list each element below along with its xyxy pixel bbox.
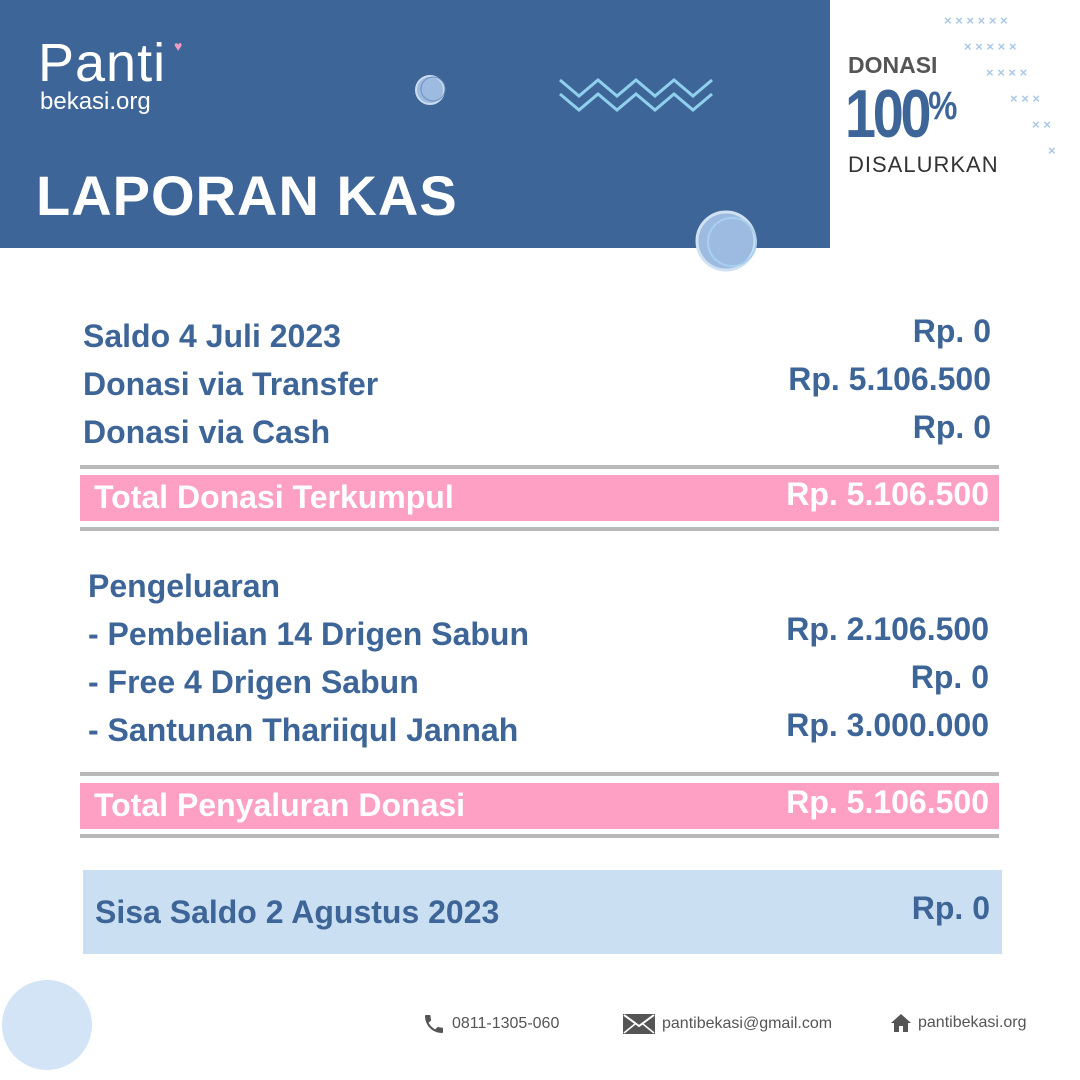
row-value: Rp. 0 bbox=[912, 313, 991, 349]
circle-decoration bbox=[2, 980, 92, 1070]
row-label: - Santunan Thariiqul Jannah bbox=[88, 712, 519, 748]
row-label: Donasi via Cash bbox=[83, 414, 331, 450]
bubble-decoration-large bbox=[692, 208, 764, 274]
income-row bbox=[83, 361, 991, 414]
divider bbox=[80, 465, 999, 469]
expenses-heading: Pengeluaran bbox=[88, 568, 281, 604]
total-income-value: Rp. 5.106.500 bbox=[786, 476, 989, 512]
phone-icon bbox=[422, 1012, 446, 1036]
row-label: Saldo 4 Juli 2023 bbox=[83, 318, 341, 354]
badge-label-top: DONASI bbox=[848, 52, 938, 78]
phone-text: 0811-1305-060 bbox=[452, 1015, 560, 1033]
total-expense-bar bbox=[80, 783, 999, 829]
expenses-heading-row bbox=[88, 568, 989, 616]
logo-text: Panti bbox=[38, 33, 167, 93]
bubble-decoration bbox=[414, 74, 450, 106]
row-value: Rp. 0 bbox=[910, 659, 989, 695]
expense-row bbox=[88, 659, 989, 712]
balance-box bbox=[83, 870, 1002, 954]
row-label: Donasi via Transfer bbox=[83, 366, 379, 402]
cross-pattern-decoration: × × × × × × × × × × × × × × × × × × × × × bbox=[944, 13, 1056, 158]
website-text: pantibekasi.org bbox=[918, 1014, 1027, 1032]
logo-domain: bekasi.org bbox=[40, 88, 151, 115]
total-expense-value: Rp. 5.106.500 bbox=[786, 784, 989, 820]
contact-website bbox=[890, 1012, 1027, 1034]
divider bbox=[80, 772, 999, 776]
email-text: pantibekasi@gmail.com bbox=[662, 1015, 833, 1033]
row-value: Rp. 2.106.500 bbox=[786, 611, 989, 647]
divider bbox=[80, 527, 999, 531]
mail-icon bbox=[622, 1012, 656, 1036]
balance-label: Sisa Saldo 2 Agustus 2023 bbox=[95, 894, 500, 930]
balance-value: Rp. 0 bbox=[911, 890, 990, 926]
expense-row bbox=[88, 611, 989, 664]
heart-icon: ♥ bbox=[174, 38, 183, 54]
contact-phone bbox=[422, 1012, 559, 1036]
contact-email bbox=[622, 1012, 832, 1036]
row-value: Rp. 0 bbox=[912, 409, 991, 445]
row-value: Rp. 5.106.500 bbox=[788, 361, 991, 397]
row-value: Rp. 3.000.000 bbox=[786, 707, 989, 743]
row-label: - Pembelian 14 Drigen Sabun bbox=[88, 616, 529, 652]
badge-percentage: 100% bbox=[845, 76, 958, 152]
income-row bbox=[83, 313, 991, 366]
badge-label-bottom: DISALURKAN bbox=[848, 152, 999, 177]
home-icon bbox=[890, 1012, 912, 1034]
zigzag-decoration bbox=[558, 74, 722, 118]
divider bbox=[80, 834, 999, 838]
row-label: - Free 4 Drigen Sabun bbox=[88, 664, 419, 700]
total-expense-label: Total Penyaluran Donasi bbox=[94, 787, 466, 823]
total-income-bar bbox=[80, 475, 999, 521]
page-title: LAPORAN KAS bbox=[36, 164, 458, 227]
expense-row bbox=[88, 707, 989, 760]
income-row bbox=[83, 409, 991, 462]
total-income-label: Total Donasi Terkumpul bbox=[94, 479, 454, 515]
